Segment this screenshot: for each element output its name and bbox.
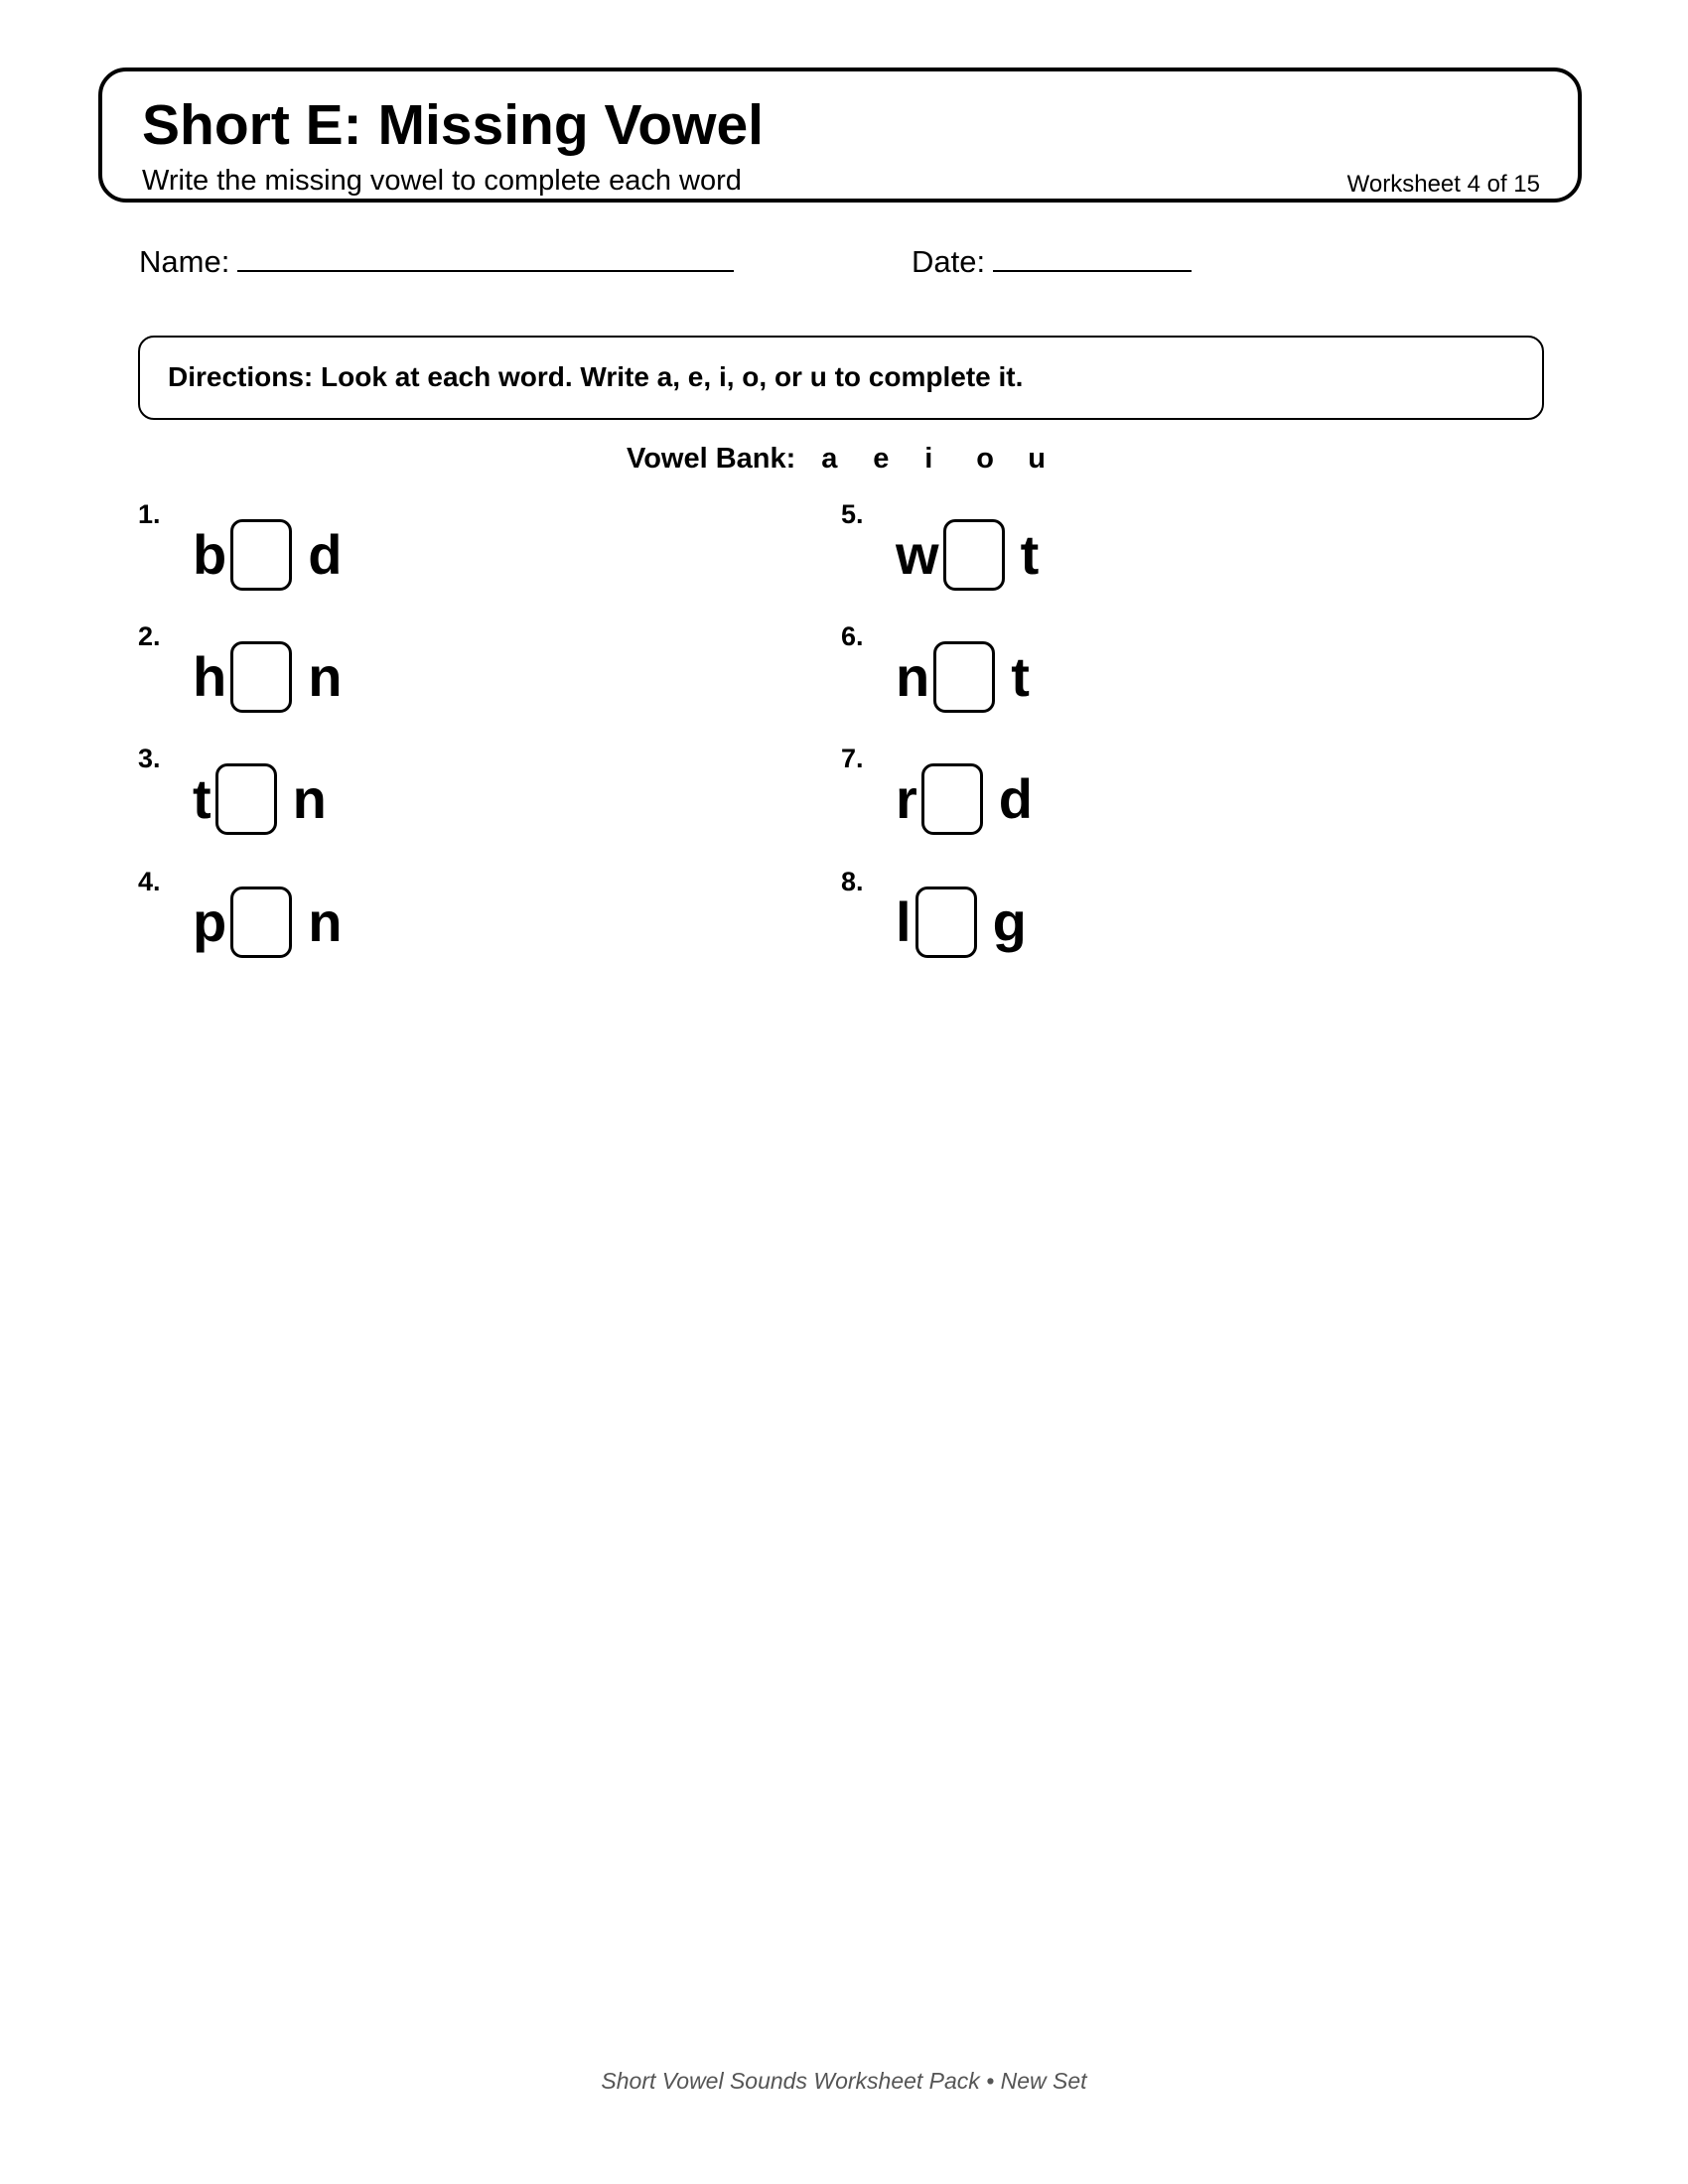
word: [896, 519, 1039, 591]
page-title: Short E: Missing Vowel: [142, 93, 764, 157]
word: [193, 763, 327, 835]
last-letter: d: [998, 767, 1034, 830]
first-letter: n: [896, 645, 930, 708]
last-letter: g: [992, 890, 1027, 953]
vowel-blank-box[interactable]: [933, 641, 995, 713]
word: [896, 887, 1027, 958]
vowel-u: u: [1028, 443, 1046, 475]
vowel-blank-box[interactable]: [915, 887, 977, 958]
last-letter: t: [1011, 645, 1030, 708]
vowel-o: o: [976, 443, 994, 475]
vowel-i: i: [924, 443, 933, 475]
last-letter: n: [292, 767, 327, 830]
first-letter: h: [193, 645, 227, 708]
date-label: Date:: [912, 244, 986, 279]
first-letter: p: [193, 890, 227, 953]
vowel-blank-box[interactable]: [230, 887, 292, 958]
directions-text: Directions: Look at each word. Write a, e, i, o, or u to complete it.: [168, 361, 1024, 392]
item-number: 2.: [138, 621, 161, 651]
item-number: 1.: [138, 499, 161, 529]
vowel-blank-box[interactable]: [230, 519, 292, 591]
name-field: [139, 240, 734, 277]
item-number: 3.: [138, 744, 161, 773]
worksheet-header: [98, 68, 1582, 203]
page-subtitle: Write the missing vowel to complete each word: [142, 165, 742, 197]
word: [896, 763, 1033, 835]
word: [193, 641, 342, 713]
name-input-line[interactable]: [237, 240, 734, 272]
last-letter: n: [308, 890, 343, 953]
date-field: [912, 240, 1192, 277]
vowel-e: e: [873, 443, 890, 475]
vowel-blank-box[interactable]: [943, 519, 1005, 591]
item-number: 5.: [841, 499, 864, 529]
page-footer: Short Vowel Sounds Worksheet Pack • New Set: [601, 2068, 1087, 2094]
last-letter: t: [1020, 523, 1040, 586]
last-letter: d: [308, 523, 343, 586]
item-number: 4.: [138, 867, 161, 896]
first-letter: r: [896, 767, 917, 830]
first-letter: l: [896, 890, 912, 953]
first-letter: w: [896, 523, 939, 586]
vowel-a: a: [821, 443, 838, 475]
item-number: 6.: [841, 621, 864, 651]
word: [896, 641, 1030, 713]
vowel-bank: [627, 445, 1079, 474]
date-input-line[interactable]: [993, 240, 1192, 272]
item-number: 8.: [841, 867, 864, 896]
vowel-blank-box[interactable]: [215, 763, 277, 835]
vowel-bank-label: Vowel Bank:: [627, 443, 796, 475]
vowel-blank-box[interactable]: [921, 763, 983, 835]
vowel-blank-box[interactable]: [230, 641, 292, 713]
worksheet-number: Worksheet 4 of 15: [1346, 171, 1540, 198]
first-letter: b: [193, 523, 227, 586]
first-letter: t: [193, 767, 211, 830]
directions-box: [138, 336, 1544, 420]
word: [193, 519, 342, 591]
last-letter: n: [308, 645, 343, 708]
name-label: Name:: [139, 244, 230, 279]
item-number: 7.: [841, 744, 864, 773]
word: [193, 887, 342, 958]
